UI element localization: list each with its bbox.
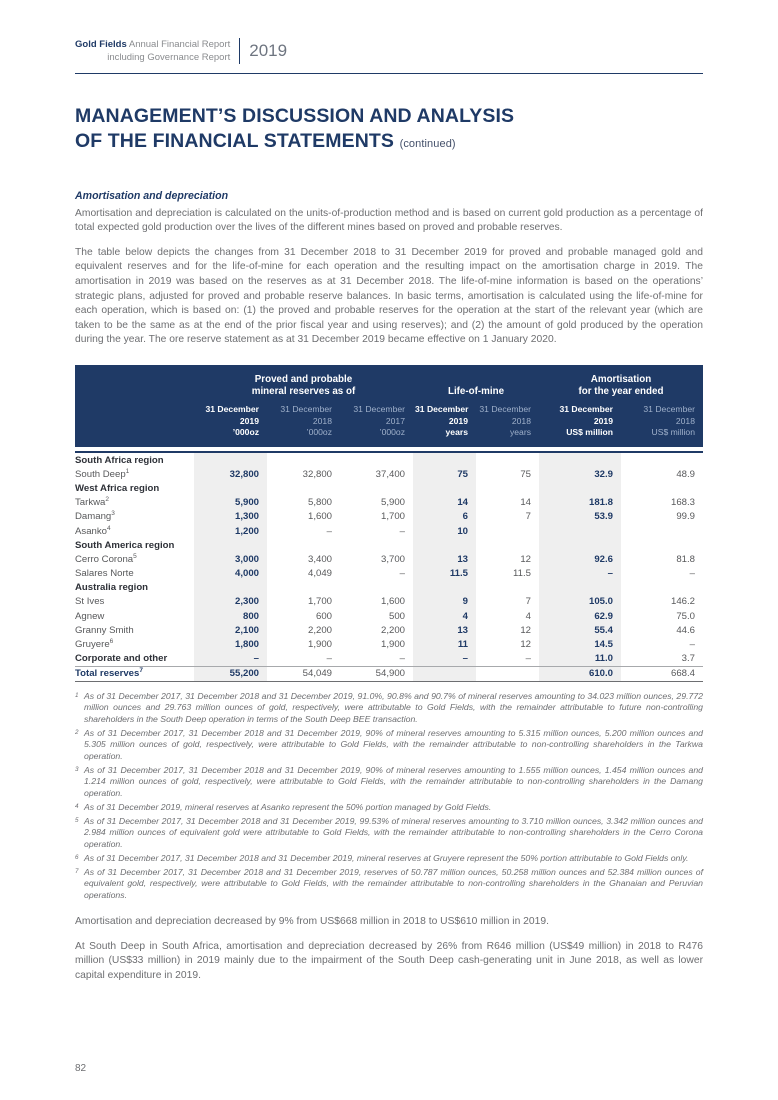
table-cell: – xyxy=(689,568,695,580)
total-cell: 668.4 xyxy=(621,666,703,681)
table-cell xyxy=(476,538,539,552)
table-cell: 11.5 xyxy=(413,566,476,580)
table-cell xyxy=(476,524,539,538)
table-cell: 3,700 xyxy=(380,553,405,565)
row-label: Granny Smith xyxy=(75,624,134,636)
table-cell: – xyxy=(525,653,531,665)
table-cell: 800 xyxy=(194,609,267,623)
table-cell xyxy=(340,453,413,467)
section-heading: Amortisation and depreciation xyxy=(75,189,229,202)
table-cell xyxy=(340,538,413,552)
brand-name: Gold Fields xyxy=(75,39,127,50)
brand-report-title: Annual Financial Report xyxy=(128,39,231,50)
table-cell: 14 xyxy=(520,497,531,509)
region-row xyxy=(75,581,703,595)
total-row xyxy=(75,666,703,681)
table-group-row xyxy=(75,365,703,401)
table-row xyxy=(75,595,703,609)
table-cell: – xyxy=(399,568,405,580)
table-cell: 14 xyxy=(413,496,476,510)
table-cell: 75.0 xyxy=(676,610,695,622)
row-label: St Ives xyxy=(75,596,105,608)
page-number: 82 xyxy=(75,1063,87,1074)
footnote xyxy=(75,853,703,864)
column-header: 31 December 2019 years xyxy=(413,401,476,447)
table-cell xyxy=(539,453,621,467)
brand-line2: including Governance Report xyxy=(107,52,231,64)
row-label: Agnew xyxy=(75,610,105,622)
table-row xyxy=(75,467,703,481)
table-cell: – xyxy=(399,525,405,537)
table-cell xyxy=(476,481,539,495)
table-cell: 1,600 xyxy=(380,596,405,608)
table-cell: 3,400 xyxy=(307,553,332,565)
table-cell: 14.5 xyxy=(539,637,621,651)
footnote-number: 5 xyxy=(75,816,79,824)
column-header: 31 December 2018 years xyxy=(476,401,539,447)
footnote-text: As of 31 December 2017, 31 December 2018 and 31 December 2019, 90% of mineral reserves amounting to 1.555 million ounces, 1.454 million ounces and 1.214 million ounces of gold, respectively, were attributable to Gold Fields, with the remainder attributable to non-controlling shareholders in the Damang operation. xyxy=(84,764,703,798)
table-cell: – xyxy=(399,653,405,665)
table-cell: 10 xyxy=(413,524,476,538)
table-cell: 3,000 xyxy=(194,552,267,566)
table-cell: 11 xyxy=(413,637,476,651)
total-cell: 54,049 xyxy=(267,666,340,681)
table-cell xyxy=(413,481,476,495)
row-label: West Africa region xyxy=(75,482,160,494)
footnote-number: 2 xyxy=(75,728,79,736)
total-cell xyxy=(413,666,476,681)
table-cell: 4,000 xyxy=(194,566,267,580)
column-header: 31 December 2019 US$ million xyxy=(539,401,621,447)
table-cell: 1,900 xyxy=(307,639,332,650)
table-cell xyxy=(340,481,413,495)
reserves-amortisation-table xyxy=(75,365,703,682)
group-header: Amortisation for the year ended xyxy=(539,365,703,401)
table-cell xyxy=(621,538,703,552)
column-header: 31 December 2019 ’000oz xyxy=(194,401,267,447)
table-cell xyxy=(267,538,340,552)
table-cell xyxy=(621,453,703,467)
table-cell: 32,800 xyxy=(302,468,332,480)
table-cell: 1,700 xyxy=(307,596,332,608)
title-line2: OF THE FINANCIAL STATEMENTS xyxy=(75,129,395,152)
table-cell xyxy=(194,453,267,467)
table-cell xyxy=(340,581,413,595)
brand-line1 xyxy=(75,38,230,51)
table-cell xyxy=(194,538,267,552)
table-colhead-row xyxy=(75,401,703,447)
table-cell xyxy=(539,524,621,538)
table-cell: 600 xyxy=(315,610,332,622)
footnote-number: 3 xyxy=(75,765,79,773)
table-row xyxy=(75,566,703,580)
footnote-text: As of 31 December 2017, 31 December 2018 and 31 December 2019, mineral reserves at Gruyere represent the 50% portion attributable to Gold Fields only. xyxy=(84,852,689,863)
table-cell: 2,100 xyxy=(194,623,267,637)
row-label: South America region xyxy=(75,539,175,551)
body-paragraph-2: The table below depicts the changes from 31 December 2018 to 31 December 2019 for proved and probable managed gold and equivalent reserves and for the life-of-mine for each operation and the resulting impact on the amortisation charge in 2019. The amortisation in 2019 was based on the reserves as at 31 December 2018. The life-of-mine information is based on the operations’ strategic plans, adjusted for proved and probable reserve balances. In basic terms, amortisation is calculated using the life-of-mine for each operation, which is based on: (1) the proved and probable reserves for the operation at the start of the relevant year (which are taken to be the same as at the end of the prior fiscal year and using reserves); and (2) the amount of gold produced by the operation during the year. The ore reserve statement as at 31 December 2019 became effective on 1 January 2020. xyxy=(75,246,703,346)
table-cell: 11.0 xyxy=(539,652,621,667)
table-cell: 2,200 xyxy=(380,624,405,636)
body-paragraph-1: Amortisation and depreciation is calculated on the units-of-production method and is based on current gold production as a percentage of total expected gold production over the lives of the different mines based on proved and probable reserves. xyxy=(75,207,703,234)
region-row xyxy=(75,481,703,495)
table-cell xyxy=(621,581,703,595)
footnote-text: As of 31 December 2019, mineral reserves at Asanko represent the 50% portion managed by Gold Fields. xyxy=(84,801,492,812)
report-brand xyxy=(75,38,230,65)
total-cell xyxy=(476,666,539,681)
table-cell: 75 xyxy=(520,468,531,480)
footnote-number: 1 xyxy=(75,691,79,699)
table-cell: 500 xyxy=(388,610,405,622)
table-cell: – xyxy=(326,653,332,665)
table-cell: 13 xyxy=(413,552,476,566)
column-header: 31 December 2018 ’000oz xyxy=(267,401,340,447)
footnote-number: 7 xyxy=(75,867,79,875)
table-row xyxy=(75,524,703,538)
table-row xyxy=(75,637,703,651)
table-cell: – xyxy=(413,652,476,667)
continued-label: (continued) xyxy=(399,137,456,150)
total-cell: 610.0 xyxy=(539,666,621,681)
table-cell: 9 xyxy=(413,595,476,609)
masthead-divider xyxy=(239,38,240,64)
table-row xyxy=(75,496,703,510)
table-cell: 5,900 xyxy=(380,497,405,509)
closing-paragraph-1: Amortisation and depreciation decreased by 9% from US$668 million in 2018 to US$610 million in 2019. xyxy=(75,916,549,928)
group-header: Life-of-mine xyxy=(413,365,539,401)
table-cell: 1,200 xyxy=(194,524,267,538)
table-row xyxy=(75,609,703,623)
footnote-number: 6 xyxy=(75,853,79,861)
table-cell: 75 xyxy=(413,467,476,481)
table-cell: 44.6 xyxy=(676,624,695,636)
footnote xyxy=(75,691,703,725)
table-cell: 7 xyxy=(525,596,531,608)
table-cell: 4 xyxy=(413,609,476,623)
table-cell xyxy=(476,581,539,595)
table-cell: – xyxy=(539,566,621,580)
footnote-text: As of 31 December 2017, 31 December 2018 and 31 December 2019, 91.0%, 90.8% and 90.7% of mineral reserves amounting to 34.023 million ounces, 29.772 million ounces and 29.763 million ounces of gold, respectively, were attributable to Gold Fields, with the remainder attributable to future non-controlling shareholders in the South Deep operation in terms of the South Deep BEE transaction. xyxy=(84,690,703,724)
table-cell xyxy=(539,481,621,495)
table-cell: 146.2 xyxy=(670,596,695,608)
table-cell: – xyxy=(194,652,267,667)
group-header: Proved and probable mineral reserves as of xyxy=(194,365,413,401)
table-cell: – xyxy=(326,525,332,537)
row-label: Australia region xyxy=(75,582,149,594)
table-cell: 168.3 xyxy=(670,497,695,509)
table-cell: 7 xyxy=(525,511,531,523)
table-cell: 1,700 xyxy=(380,511,405,523)
row-label: Salares Norte xyxy=(75,568,134,580)
table-cell xyxy=(621,524,703,538)
footnote xyxy=(75,802,703,813)
table-cell: 1,900 xyxy=(380,639,405,650)
table-cell: 12 xyxy=(520,624,531,636)
table-cell xyxy=(194,581,267,595)
region-row xyxy=(75,453,703,467)
column-header: 31 December 2017 ’000oz xyxy=(340,401,413,447)
page-title xyxy=(75,104,703,154)
table-body xyxy=(75,447,703,666)
table-cell: 181.8 xyxy=(539,496,621,510)
table-row xyxy=(75,623,703,637)
table-cell: 4 xyxy=(525,610,531,622)
table-row xyxy=(75,552,703,566)
table-cell: 32,800 xyxy=(194,467,267,481)
table-cell xyxy=(413,581,476,595)
table-cell xyxy=(539,538,621,552)
masthead xyxy=(75,38,703,74)
table-row xyxy=(75,510,703,524)
table-cell: 11.5 xyxy=(513,568,531,580)
table-cell: 32.9 xyxy=(539,467,621,481)
table-cell: 2,200 xyxy=(307,624,332,636)
table-cell: 53.9 xyxy=(539,510,621,524)
title-line1: MANAGEMENT’S DISCUSSION AND ANALYSIS xyxy=(75,104,515,127)
table-cell xyxy=(267,481,340,495)
table-cell: – xyxy=(689,639,695,650)
table-cell: 62.9 xyxy=(539,609,621,623)
footnotes-list xyxy=(75,691,703,901)
total-label: Total reserves$^7$ xyxy=(75,666,194,681)
footnote xyxy=(75,816,703,850)
table-cell: 5,800 xyxy=(307,497,332,509)
table-row xyxy=(75,652,703,667)
table-cell: 81.8 xyxy=(676,553,695,565)
total-cell: 55,200 xyxy=(194,666,267,681)
table-cell: 3.7 xyxy=(681,653,695,665)
region-row xyxy=(75,538,703,552)
table-cell: 105.0 xyxy=(539,595,621,609)
row-label: South Deep$^1$ xyxy=(75,467,130,480)
table-cell xyxy=(194,481,267,495)
footnote xyxy=(75,728,703,762)
table-cell xyxy=(267,453,340,467)
closing-paragraph-2: At South Deep in South Africa, amortisation and depreciation decreased by 26% from R646 million (US$49 million) in 2018 to R476 million (US$33 million) in 2019 mainly due to the impairment of the South Deep cash-generating unit in June 2018, as well as lower capital expenditure in 2019. xyxy=(75,940,703,982)
table-cell xyxy=(476,453,539,467)
table-cell: 92.6 xyxy=(539,552,621,566)
row-label: Cerro Corona$^5$ xyxy=(75,552,137,565)
table-cell: 37,400 xyxy=(375,468,405,480)
table-cell xyxy=(413,453,476,467)
row-label: Corporate and other xyxy=(75,653,168,665)
row-label: Tarkwa$^2$ xyxy=(75,495,110,509)
table-cell: 4,049 xyxy=(307,568,332,580)
row-label: Damang$^3$ xyxy=(75,510,115,523)
row-label: South Africa region xyxy=(75,454,164,466)
table-corner-cell xyxy=(75,365,194,401)
table-cell: 1,600 xyxy=(307,511,332,523)
table-cell: 55.4 xyxy=(539,623,621,637)
table-cell: 48.9 xyxy=(676,468,695,480)
footnote-number: 4 xyxy=(75,802,79,810)
table-cell: 1,800 xyxy=(194,637,267,651)
table-cell: 13 xyxy=(413,623,476,637)
table-cell: 12 xyxy=(520,639,531,650)
table-cell: 12 xyxy=(520,553,531,565)
column-header: 31 December 2018 US$ million xyxy=(621,401,703,447)
total-cell: 54,900 xyxy=(340,666,413,681)
report-year: 2019 xyxy=(249,41,288,61)
table-cell: 5,900 xyxy=(194,496,267,510)
footnote-text: As of 31 December 2017, 31 December 2018 and 31 December 2019, 90% of mineral reserves amounting to 5.315 million ounces, 5.200 million ounces and 5.305 million ounces of gold, respectively, were attributable to Gold Fields, with the remainder attributable to non-controlling shareholders in the Tarkwa operation. xyxy=(84,727,703,761)
footnote xyxy=(75,867,703,901)
table-cell xyxy=(267,581,340,595)
table-cell xyxy=(621,481,703,495)
footnote-text: As of 31 December 2017, 31 December 2018 and 31 December 2019, 99.53% of mineral reserves amounting to 3.710 million ounces, 3.342 million ounces and 2.984 million ounces of equivalent gold were attributable to Gold Fields, with the remainder attributable to non-controlling shareholders in the Cerro Corona operation. xyxy=(84,815,703,849)
table-corner-cell xyxy=(75,401,194,447)
row-label: Gruyere$^6$ xyxy=(75,637,114,650)
row-label: Asanko$^4$ xyxy=(75,524,111,537)
table-cell: 1,300 xyxy=(194,510,267,524)
table-cell xyxy=(539,581,621,595)
table-cell xyxy=(413,538,476,552)
table-cell: 6 xyxy=(413,510,476,524)
footnote-text: As of 31 December 2017, 31 December 2018 and 31 December 2019, reserves of 50.787 million ounces, 50.258 million ounces and 52.384 million ounces of equivalent gold, respectively, were attributable to Gold Fields, with the remainder attributable to non-controlling shareholders in the Ghanaian and Peruvian operations. xyxy=(84,866,703,900)
table-cell: 2,300 xyxy=(194,595,267,609)
footnote xyxy=(75,765,703,799)
table-cell: 99.9 xyxy=(676,511,695,523)
